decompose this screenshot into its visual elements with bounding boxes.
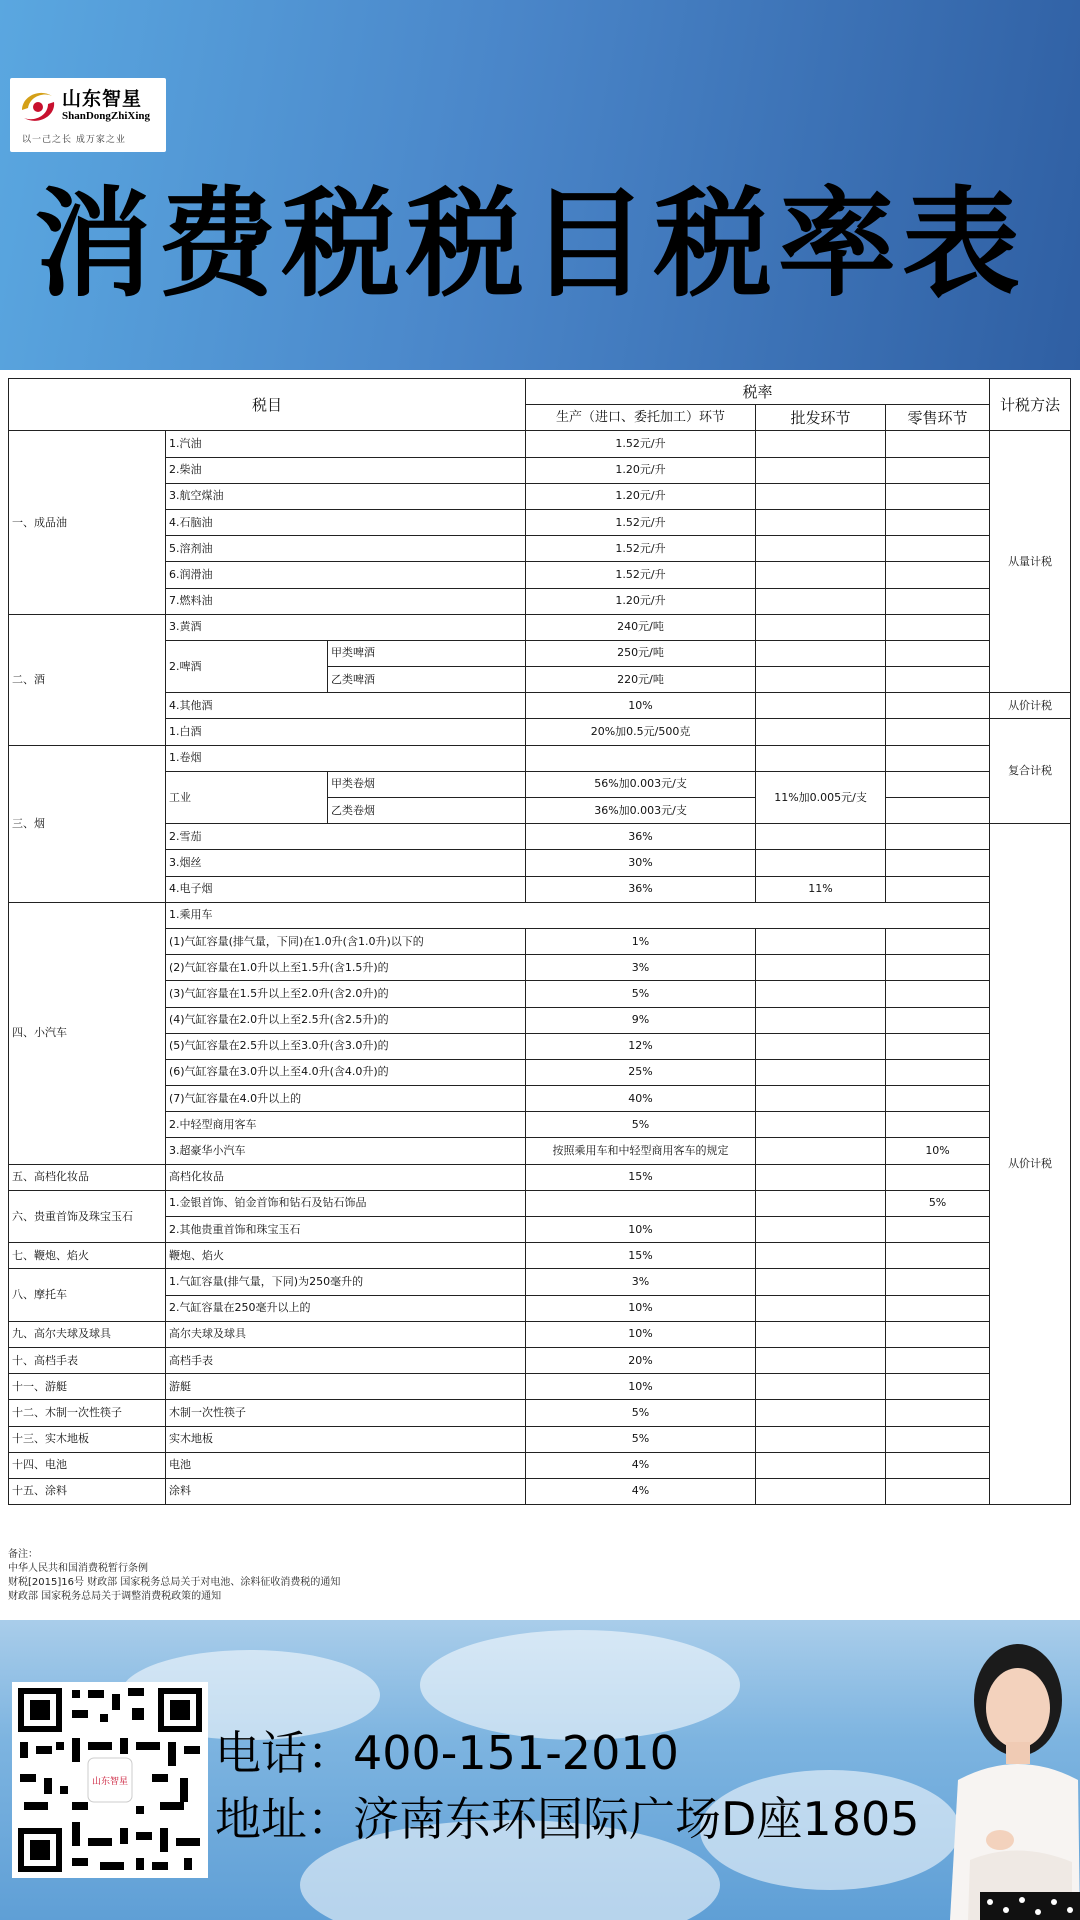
item-cell: (5)气缸容量在2.5升以上至3.0升(含3.0升)的 [166,1033,526,1059]
header-banner [0,0,1080,370]
table-row [9,850,1071,876]
item-cell: 4.电子烟 [166,876,526,902]
item-cell: 1.气缸容量(排气量，下同)为250毫升的 [166,1269,526,1295]
rate-cell: 56%加0.003元/支 [526,771,756,797]
header-method: 计税方法 [990,379,1071,431]
item-cell: 游艇 [166,1374,526,1400]
table-row [9,745,1071,771]
table-row [9,562,1071,588]
rate-cell: 1.20元/升 [526,457,756,483]
category-cell: 十一、游艇 [9,1374,166,1400]
table-row [9,1478,1071,1504]
logo-slogan: 以一己之长 成万家之业 [22,135,126,145]
category-cell: 四、小汽车 [9,902,166,1164]
item-cell: (7)气缸容量在4.0升以上的 [166,1086,526,1112]
rate-cell: 1.52元/升 [526,431,756,457]
table-row [9,771,1071,797]
category-cell: 三、烟 [9,745,166,902]
rate-cell: 15% [526,1243,756,1269]
address-label: 地址： [215,1792,353,1846]
rate-cell: 36% [526,876,756,902]
method-cell: 从量计税 [990,431,1071,693]
table-row [9,640,1071,666]
item-cell: 2.中轻型商用客车 [166,1112,526,1138]
rate-cell: 10% [526,693,756,719]
method-cell: 从价计税 [990,824,1071,1505]
item-cell: 电池 [166,1452,526,1478]
rate-cell: 1.52元/升 [526,536,756,562]
table-row [9,955,1071,981]
logo-name-cn: 山东智星 [62,88,143,110]
rate-cell: 36% [526,824,756,850]
table-row [9,1138,1071,1164]
presenter-photo [940,1630,1080,1920]
item-cell: 高尔夫球及球具 [166,1321,526,1347]
table-row [9,1059,1071,1085]
rate-cell: 1.20元/升 [526,588,756,614]
wholesale-rate-cell: 11% [756,876,886,902]
table-row [9,1243,1071,1269]
rate-cell: 5% [526,981,756,1007]
subitem-cell: 甲类卷烟 [328,771,526,797]
category-cell: 十二、木制一次性筷子 [9,1400,166,1426]
table-row [9,1217,1071,1243]
item-cell: 1.汽油 [166,431,526,457]
table-row [9,928,1071,954]
table-row [9,876,1071,902]
category-cell: 二、酒 [9,614,166,745]
category-cell: 十三、实木地板 [9,1426,166,1452]
rate-cell: 1% [526,928,756,954]
item-cell: 1.卷烟 [166,745,526,771]
qr-code-icon[interactable] [12,1682,208,1878]
table-row [9,981,1071,1007]
table-row [9,457,1071,483]
footer-banner [0,1620,1080,1920]
tax-document [0,370,1080,1620]
rate-cell: 12% [526,1033,756,1059]
rate-cell: 5% [526,1112,756,1138]
item-cell: (6)气缸容量在3.0升以上至4.0升(含4.0升)的 [166,1059,526,1085]
item-cell: 3.航空煤油 [166,483,526,509]
table-row [9,483,1071,509]
item-cell: 2.柴油 [166,457,526,483]
table-row [9,902,1071,928]
rate-cell: 10% [526,1217,756,1243]
rate-cell: 4% [526,1452,756,1478]
page-title: 消费税税目税率表 [33,175,1026,313]
table-row [9,1426,1071,1452]
table-row [9,719,1071,745]
table-row [9,1086,1071,1112]
rate-cell: 240元/吨 [526,614,756,640]
retail-rate-cell: 10% [886,1138,990,1164]
category-cell: 十、高档手表 [9,1347,166,1373]
table-row [9,1033,1071,1059]
rate-cell: 20% [526,1347,756,1373]
notes-label: 备注： [8,1549,38,1560]
rate-cell: 1.20元/升 [526,483,756,509]
item-cell: 3.烟丝 [166,850,526,876]
rate-cell: 5% [526,1400,756,1426]
category-cell: 十五、涂料 [9,1478,166,1504]
item-cell: 6.润滑油 [166,562,526,588]
qr-center-label: 山东智星 [91,1777,129,1787]
notes-block [8,1548,340,1604]
item-cell: (4)气缸容量在2.0升以上至2.5升(含2.5升)的 [166,1007,526,1033]
item-cell: 高档手表 [166,1347,526,1373]
item-cell: 木制一次性筷子 [166,1400,526,1426]
item-cell: 1.金银首饰、铂金首饰和钻石及钻石饰品 [166,1190,526,1216]
company-logo [10,78,166,152]
rate-cell: 10% [526,1295,756,1321]
header-retail: 零售环节 [886,405,990,431]
item-cell: 4.其他酒 [166,693,526,719]
rate-cell: 4% [526,1478,756,1504]
item-cell: (2)气缸容量在1.0升以上至1.5升(含1.5升)的 [166,955,526,981]
category-cell: 八、摩托车 [9,1269,166,1321]
item-cell: (3)气缸容量在1.5升以上至2.0升(含2.0升)的 [166,981,526,1007]
category-cell: 九、高尔夫球及球具 [9,1321,166,1347]
subitem-cell: 乙类卷烟 [328,798,526,824]
address-text: 济南东环国际广场D座1805 [353,1792,920,1846]
item-cell: 鞭炮、焰火 [166,1243,526,1269]
rate-cell: 36%加0.003元/支 [526,798,756,824]
method-cell: 复合计税 [990,719,1071,824]
header-wholesale: 批发环节 [756,405,886,431]
table-row [9,1269,1071,1295]
table-row [9,1112,1071,1138]
category-cell: 十四、电池 [9,1452,166,1478]
item-cell: 2.啤酒 [166,640,328,692]
tax-rate-table [8,378,1071,1505]
table-row [9,1295,1071,1321]
item-cell: 5.溶剂油 [166,536,526,562]
table-row [9,1321,1071,1347]
subitem-cell: 乙类啤酒 [328,667,526,693]
rate-cell: 15% [526,1164,756,1190]
notes-line: 财政部 国家税务总局关于调整消费税政策的通知 [8,1591,222,1602]
table-row [9,509,1071,535]
item-cell: 4.石脑油 [166,509,526,535]
retail-rate-cell: 5% [886,1190,990,1216]
item-cell: 3.超豪华小汽车 [166,1138,526,1164]
table-row [9,1374,1071,1400]
item-cell: 2.气缸容量在250毫升以上的 [166,1295,526,1321]
table-row [9,536,1071,562]
rate-cell: 1.52元/升 [526,562,756,588]
rate-cell: 3% [526,1269,756,1295]
category-cell: 六、贵重首饰及珠宝玉石 [9,1190,166,1242]
table-header-row [9,379,1071,405]
item-cell: 实木地板 [166,1426,526,1452]
rate-cell: 40% [526,1086,756,1112]
logo-name-en: ShanDongZhiXing [62,110,151,122]
rate-cell: 10% [526,1374,756,1400]
table-row [9,1452,1071,1478]
notes-line: 中华人民共和国消费税暂行条例 [8,1563,148,1574]
rate-cell: 220元/吨 [526,667,756,693]
phone-label: 电话： [215,1726,353,1780]
category-cell: 一、成品油 [9,431,166,614]
cloud-decoration [420,1630,740,1740]
table-row [9,431,1071,457]
item-cell: 涂料 [166,1478,526,1504]
header-item: 税目 [9,379,526,431]
table-row [9,1400,1071,1426]
rate-cell: 按照乘用车和中轻型商用客车的规定 [526,1138,756,1164]
table-row [9,1190,1071,1216]
table-row [9,1007,1071,1033]
rate-cell: 25% [526,1059,756,1085]
header-rate: 税率 [526,379,990,405]
table-row [9,693,1071,719]
item-cell: 2.其他贵重首饰和珠宝玉石 [166,1217,526,1243]
item-cell: 1.乘用车 [166,902,990,928]
item-cell: 高档化妆品 [166,1164,526,1190]
rate-cell: 9% [526,1007,756,1033]
rate-cell: 5% [526,1426,756,1452]
item-cell: (1)气缸容量(排气量，下同)在1.0升(含1.0升)以下的 [166,928,526,954]
logo-mark-icon [16,84,60,128]
item-cell: 3.黄酒 [166,614,526,640]
phone-line [215,1726,679,1780]
wholesale-rate-cell: 11%加0.005元/支 [756,771,886,823]
rate-cell: 250元/吨 [526,640,756,666]
table-row [9,1164,1071,1190]
item-cell: 工业 [166,771,328,823]
item-cell: 7.燃料油 [166,588,526,614]
table-row [9,1347,1071,1373]
item-cell: 2.雪茄 [166,824,526,850]
rate-cell: 20%加0.5元/500克 [526,719,756,745]
rate-cell: 10% [526,1321,756,1347]
table-row [9,588,1071,614]
notes-line: 财税[2015]16号 财政部 国家税务总局关于对电池、涂料征收消费税的通知 [8,1577,341,1588]
address-line [215,1792,920,1846]
table-row [9,614,1071,640]
category-cell: 七、鞭炮、焰火 [9,1243,166,1269]
header-production: 生产（进口、委托加工）环节 [526,405,756,431]
item-cell: 1.白酒 [166,719,526,745]
phone-number[interactable]: 400-151-2010 [353,1726,679,1780]
category-cell: 五、高档化妆品 [9,1164,166,1190]
rate-cell: 1.52元/升 [526,509,756,535]
rate-cell: 30% [526,850,756,876]
rate-cell: 3% [526,955,756,981]
method-cell: 从价计税 [990,693,1071,719]
subitem-cell: 甲类啤酒 [328,640,526,666]
table-row [9,824,1071,850]
